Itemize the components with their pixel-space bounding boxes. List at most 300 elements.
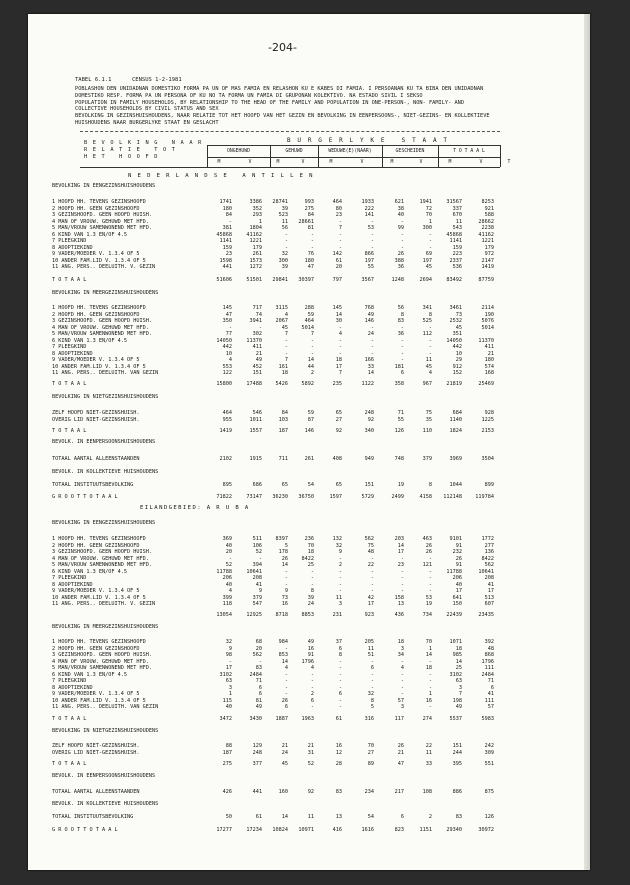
table-cell: -: [428, 337, 432, 344]
row-label: BEVOLK. IN KOLLEKTIEVE HUISHOUDENS: [52, 469, 159, 475]
table-cell: 110: [422, 428, 432, 434]
table-cell: 11788: [446, 568, 462, 575]
table-cell: -: [338, 684, 342, 691]
table-cell: 17488: [246, 381, 262, 387]
table-cell: 34: [397, 652, 404, 658]
table-cell: 73147: [246, 494, 262, 500]
table-cell: 8853: [301, 612, 314, 618]
table-cell: 108: [422, 789, 432, 795]
table-cell: -: [338, 697, 342, 704]
table-cell: -: [284, 691, 288, 697]
description-line-2: DOMESTIKO RESP. FORMA PA UN PERSONA OF KU NO TA FORMA UN FAMIA DI GRUPONAN KOLEKTIVO. NA ESTADO SIVIL I SEKSO: [75, 92, 423, 99]
row-label: 8 ADOPTIEKIND: [52, 350, 93, 357]
table-cell: 4: [228, 357, 232, 363]
description-line-1: POBLASHON DEN UNIDADNAN DOMESTIKO FORMA PA UN OF MAS FAMIA EN RELASHON KU E KABES DI FAMIA. I PERSOANAN KU TA BIBA DEN UNIDADNAN: [75, 86, 484, 92]
row-label: 2 HOOFD HH. GEEN GEZINSHOOFD: [52, 311, 140, 318]
table-row: [0, 789, 562, 795]
table-cell: -: [310, 581, 314, 588]
table-cell: -: [370, 350, 374, 357]
table-cell: -: [400, 684, 404, 691]
table-cell: -: [400, 575, 404, 581]
description-line-4: COLLECTIVE HOUSEHOLDS BY CIVIL STATUS AND SEX: [75, 106, 219, 113]
sex-header-5: V: [360, 160, 364, 165]
table-cell: 3115: [275, 305, 288, 311]
table-cell: 53: [367, 225, 374, 231]
table-cell: -: [338, 658, 342, 665]
table-cell: 442: [222, 344, 232, 350]
table-cell: 19: [425, 601, 432, 607]
table-cell: 300: [278, 257, 288, 264]
table-cell: 28662: [478, 218, 494, 225]
table-cell: 275: [304, 205, 314, 212]
table-cell: 24: [307, 601, 314, 607]
table-cell: -: [310, 704, 314, 710]
table-cell: 39: [307, 594, 314, 601]
table-cell: 3969: [449, 456, 462, 462]
table-cell: 3567: [361, 277, 374, 283]
table-cell: 562: [252, 652, 262, 658]
table-cell: -: [228, 555, 232, 562]
table-cell: 152: [452, 370, 462, 376]
table-cell: 426: [222, 789, 232, 795]
table-cell: 1933: [361, 199, 374, 205]
table-cell: 5: [370, 704, 374, 710]
table-cell: 5426: [275, 381, 288, 387]
table-cell: 686: [252, 482, 262, 488]
sex-header-6: M: [390, 160, 394, 165]
table-cell: -: [338, 665, 342, 671]
table-cell: 28661: [298, 218, 314, 225]
table-cell: 1140: [449, 416, 462, 423]
table-cell: 11788: [216, 568, 232, 575]
table-cell: 684: [452, 410, 462, 416]
table-cell: 274: [422, 716, 432, 722]
table-cell: 197: [422, 257, 432, 264]
row-label: T O T A A L: [52, 381, 87, 387]
table-cell: 5729: [361, 494, 374, 500]
description-line-3: POPULATION IN FAMILY HOUSEHOLDS, BY RELATIONSHIP TO THE HEAD OF THE FAMILY AND POPULATION IN ONE-PERSON-, NON- FAMILY- AND: [75, 99, 465, 106]
table-cell: 9: [228, 645, 232, 652]
table-cell: 511: [252, 536, 262, 542]
table-cell: 316: [364, 716, 374, 722]
table-cell: 1419: [219, 428, 232, 434]
table-cell: 967: [422, 381, 432, 387]
table-cell: 187: [278, 428, 288, 434]
table-cell: 83: [255, 665, 262, 671]
table-cell: 115: [222, 697, 232, 704]
row-label: 4 MAN OF VROUW. GEHUWD MET HFD.: [52, 658, 149, 665]
table-cell: 103: [278, 416, 288, 423]
table-cell: 288: [304, 305, 314, 311]
table-cell: 912: [452, 363, 462, 370]
table-cell: 3504: [481, 456, 494, 462]
table-cell: 151: [364, 482, 374, 488]
table-cell: -: [370, 568, 374, 575]
table-cell: 39: [281, 205, 288, 212]
table-cell: 8718: [275, 612, 288, 618]
table-cell: -: [284, 337, 288, 344]
table-cell: 40: [225, 542, 232, 549]
table-cell: 10: [455, 350, 462, 357]
table-cell: 68: [255, 639, 262, 645]
table-cell: 2147: [481, 257, 494, 264]
table-cell: -: [428, 671, 432, 678]
table-cell: 5: [284, 542, 288, 549]
row-label: 4 MAN OF VROUW. GEHUWD MET HFD.: [52, 218, 149, 225]
table-cell: 4: [310, 665, 314, 671]
table-cell: -: [370, 678, 374, 684]
table-row: [0, 743, 562, 749]
table-cell: -: [338, 231, 342, 238]
table-cell: 27: [335, 416, 342, 423]
table-cell: -: [284, 344, 288, 350]
row-label: 5 MAN/VROUW SAMENWONEND MET HFD.: [52, 331, 152, 337]
table-cell: 22: [367, 562, 374, 568]
table-cell: 10971: [298, 827, 314, 833]
sex-header-9: V: [479, 160, 483, 165]
table-row: [0, 685, 562, 691]
table-row: [0, 773, 562, 779]
table-row: [0, 325, 562, 331]
table-cell: 11: [367, 645, 374, 652]
table-cell: 1573: [249, 257, 262, 264]
row-label: 3 GEZINSHOOFD. GEEN HOOFD HUISH.: [52, 652, 152, 658]
table-cell: 55: [397, 416, 404, 423]
table-cell: 2153: [481, 428, 494, 434]
table-cell: -: [228, 218, 232, 225]
table-cell: -: [258, 324, 262, 331]
table-cell: 7: [284, 357, 288, 363]
header-group-rule: [207, 145, 500, 146]
table-cell: 1772: [481, 536, 494, 542]
table-cell: 823: [394, 827, 404, 833]
table-cell: -: [310, 575, 314, 581]
table-cell: 11: [455, 218, 462, 225]
table-cell: 168: [484, 370, 494, 376]
table-cell: 11: [425, 749, 432, 756]
table-cell: 543: [452, 225, 462, 231]
table-cell: -: [370, 555, 374, 562]
table-row: [0, 612, 562, 618]
row-label: BEVOLK. IN EENPERSOONSHUISHOUDENS: [52, 439, 156, 445]
table-cell: 44: [307, 363, 314, 370]
description-line-5: BEVOLKING IN GEZINSHUISHOUDENS, NAAR RELATIE TOT HET HOOFD VAN HET GEZIN EN BEVOLKING IN EENPERSOONS-, NIET-GEZINS- EN KOLLEKTIEVE: [75, 113, 490, 120]
row-label: 7 PLEEGKIND: [52, 238, 87, 244]
table-cell: 1616: [361, 827, 374, 833]
row-label: ZELF HOOFD NIET-GEZINSHUISH.: [52, 743, 140, 749]
table-cell: 57: [397, 697, 404, 704]
table-cell: 83492: [446, 277, 462, 283]
table-cell: 588: [484, 212, 494, 218]
table-row: [0, 245, 562, 251]
table-cell: -: [338, 581, 342, 588]
row-label: 9 VADER/MOEDER V. 1.3.4 OF 5: [52, 691, 140, 697]
table-cell: 464: [332, 199, 342, 205]
table-cell: 899: [484, 482, 494, 488]
table-cell: 17: [225, 665, 232, 671]
table-row: [0, 494, 562, 500]
table-cell: 106: [252, 542, 262, 549]
table-cell: 222: [364, 205, 374, 212]
table-cell: 99: [397, 225, 404, 231]
table-cell: 392: [484, 639, 494, 645]
table-cell: -: [284, 684, 288, 691]
table-cell: 25: [307, 562, 314, 568]
table-cell: 161: [278, 363, 288, 370]
table-cell: 190: [484, 311, 494, 318]
table-cell: 40: [225, 581, 232, 588]
table-cell: 24: [367, 331, 374, 337]
table-cell: 49: [255, 704, 262, 710]
table-cell: -: [310, 678, 314, 684]
table-cell: 248: [364, 410, 374, 416]
row-label: 9 VADER/MOEDER V. 1.3.4 OF 5: [52, 357, 140, 363]
table-cell: 15800: [216, 381, 232, 387]
table-cell: 181: [394, 363, 404, 370]
table-cell: 395: [452, 761, 462, 767]
table-cell: 2532: [449, 318, 462, 324]
table-row: [0, 543, 562, 549]
table-cell: 6: [370, 665, 374, 671]
table-cell: 217: [394, 789, 404, 795]
table-cell: 84: [225, 212, 232, 218]
table-cell: 35: [425, 416, 432, 423]
table-row: [0, 428, 562, 434]
table-cell: 351: [452, 331, 462, 337]
table-cell: 277: [484, 542, 494, 549]
table-cell: 40: [455, 581, 462, 588]
table-row: [0, 569, 562, 575]
table-cell: 159: [222, 244, 232, 251]
sex-header-3: V: [301, 160, 305, 165]
table-cell: 388: [394, 257, 404, 264]
table-cell: 14: [281, 814, 288, 820]
table-cell: 452: [252, 363, 262, 370]
table-cell: 14: [455, 658, 462, 665]
table-row: [0, 520, 562, 526]
table-cell: -: [370, 324, 374, 331]
table-cell: 17277: [216, 827, 232, 833]
table-cell: 11: [335, 594, 342, 601]
table-row: [0, 305, 562, 311]
table-cell: 10: [225, 350, 232, 357]
table-cell: 381: [222, 225, 232, 231]
table-cell: 1963: [301, 716, 314, 722]
table-cell: 6: [338, 645, 342, 652]
table-cell: 28741: [272, 199, 288, 205]
table-cell: 141: [364, 212, 374, 218]
table-cell: -: [428, 704, 432, 710]
table-cell: 71: [397, 410, 404, 416]
table-cell: 41162: [246, 231, 262, 238]
table-cell: 1796: [301, 658, 314, 665]
table-cell: 33: [367, 363, 374, 370]
table-cell: 3102: [219, 671, 232, 678]
table-cell: 1071: [449, 639, 462, 645]
table-cell: -: [258, 658, 262, 665]
table-cell: 208: [484, 575, 494, 581]
table-cell: 1741: [219, 199, 232, 205]
row-label: 1 HOOFD HH. TEVENS GEZINSHOOFD: [52, 305, 146, 311]
table-cell: 84: [281, 410, 288, 416]
table-cell: -: [428, 568, 432, 575]
table-row: [0, 417, 562, 423]
table-cell: -: [310, 568, 314, 575]
table-cell: 5076: [481, 318, 494, 324]
table-cell: 111: [484, 665, 494, 671]
table-row: [0, 277, 562, 283]
table-cell: -: [370, 575, 374, 581]
table-cell: 61: [335, 257, 342, 264]
table-cell: 10641: [246, 568, 262, 575]
table-cell: 45868: [216, 231, 232, 238]
table-cell: 3941: [249, 318, 262, 324]
table-cell: 1419: [481, 264, 494, 270]
table-cell: 50: [225, 814, 232, 820]
table-cell: 45868: [446, 231, 462, 238]
table-cell: 2238: [481, 225, 494, 231]
table-cell: 928: [484, 410, 494, 416]
table-cell: 142: [332, 251, 342, 257]
table-cell: -: [284, 575, 288, 581]
table-cell: 436: [394, 612, 404, 618]
table-cell: 394: [252, 562, 262, 568]
table-row: [0, 716, 562, 722]
table-cell: 119784: [475, 494, 494, 500]
table-cell: 75: [367, 542, 374, 549]
table-cell: 574: [484, 363, 494, 370]
table-cell: 711: [278, 456, 288, 462]
table-cell: -: [370, 344, 374, 350]
table-cell: 1: [258, 218, 262, 225]
table-cell: 670: [452, 212, 462, 218]
table-cell: -: [338, 575, 342, 581]
table-row: [0, 183, 562, 189]
row-label: T O T A A L: [52, 428, 87, 434]
table-cell: 18: [455, 645, 462, 652]
row-label: G R O O T T O T A A L: [52, 827, 118, 833]
table-cell: 9: [258, 588, 262, 594]
row-label: OVERIG LID NIET-GEZINSHUISH.: [52, 749, 140, 756]
table-row: [0, 469, 562, 475]
table-cell: 129: [252, 743, 262, 749]
table-row: [0, 410, 562, 416]
table-cell: 47: [225, 311, 232, 318]
table-cell: 178: [278, 549, 288, 555]
table-cell: 1011: [249, 416, 262, 423]
table-cell: -: [338, 568, 342, 575]
table-cell: 22439: [446, 612, 462, 618]
table-cell: 87: [307, 416, 314, 423]
table-cell: 76: [307, 251, 314, 257]
table-cell: 18: [281, 370, 288, 376]
table-cell: 1: [428, 691, 432, 697]
table-cell: 984: [278, 639, 288, 645]
table-cell: 921: [484, 205, 494, 212]
table-row: [0, 344, 562, 350]
table-row: [0, 238, 562, 244]
table-cell: 71822: [216, 494, 232, 500]
table-cell: 65: [281, 482, 288, 488]
table-cell: 179: [484, 244, 494, 251]
row-label: 7 PLEEGKIND: [52, 344, 87, 350]
table-cell: 2: [428, 814, 432, 820]
table-cell: 55: [367, 264, 374, 270]
table-cell: 1044: [449, 482, 462, 488]
table-cell: 51: [367, 652, 374, 658]
table-cell: 6: [338, 691, 342, 697]
table-cell: 27: [367, 749, 374, 756]
table-cell: -: [400, 218, 404, 225]
table-cell: 7: [338, 225, 342, 231]
table-cell: 2499: [391, 494, 404, 500]
table-cell: -: [338, 337, 342, 344]
table-row: [0, 338, 562, 344]
table-cell: 562: [484, 562, 494, 568]
table-cell: -: [284, 645, 288, 652]
table-cell: -: [428, 684, 432, 691]
table-cell: 8: [400, 311, 404, 318]
row-label: TOTAAL AANTAL ALLEENSTAANDEN: [52, 789, 140, 795]
table-cell: 83: [397, 318, 404, 324]
table-cell: 151: [452, 743, 462, 749]
row-label: T O T A A L: [52, 761, 87, 767]
header-top-rule: [80, 131, 500, 132]
table-cell: 3: [400, 645, 404, 652]
table-cell: 11370: [246, 337, 262, 344]
table-cell: -: [400, 350, 404, 357]
table-cell: 54: [307, 482, 314, 488]
row-label: 10 ANDER FAM.LID V. 1.3.4 OF 5: [52, 257, 146, 264]
table-cell: -: [400, 581, 404, 588]
table-cell: 41162: [478, 231, 494, 238]
table-cell: 45: [281, 761, 288, 767]
table-cell: 49: [455, 704, 462, 710]
table-cell: 8: [310, 588, 314, 594]
row-label: 5 MAN/VROUW SAMENWONEND MET HFD.: [52, 225, 152, 231]
table-cell: 797: [332, 277, 342, 283]
table-cell: 9101: [449, 536, 462, 542]
table-cell: 14: [397, 542, 404, 549]
table-cell: 32: [335, 542, 342, 549]
table-cell: 464: [222, 410, 232, 416]
table-cell: -: [370, 238, 374, 244]
table-cell: 16: [281, 601, 288, 607]
table-row: [0, 827, 562, 833]
table-cell: 340: [364, 428, 374, 434]
table-cell: 18: [425, 665, 432, 671]
table-cell: 61: [335, 716, 342, 722]
table-cell: 8: [428, 482, 432, 488]
table-cell: 145: [222, 305, 232, 311]
table-row: [0, 439, 562, 445]
table-cell: -: [400, 691, 404, 697]
table-cell: 11370: [478, 337, 494, 344]
table-cell: 1272: [249, 264, 262, 270]
table-cell: 18: [307, 549, 314, 555]
table-cell: 13054: [216, 612, 232, 618]
table-cell: 26: [425, 549, 432, 555]
table-row: [0, 556, 562, 562]
table-cell: 350: [222, 318, 232, 324]
table-cell: 717: [252, 305, 262, 311]
table-cell: 1122: [361, 381, 374, 387]
table-cell: 30972: [478, 827, 494, 833]
table-cell: 22: [425, 743, 432, 749]
table-cell: 2102: [219, 456, 232, 462]
table-cell: 244: [452, 749, 462, 756]
table-cell: 408: [332, 456, 342, 462]
